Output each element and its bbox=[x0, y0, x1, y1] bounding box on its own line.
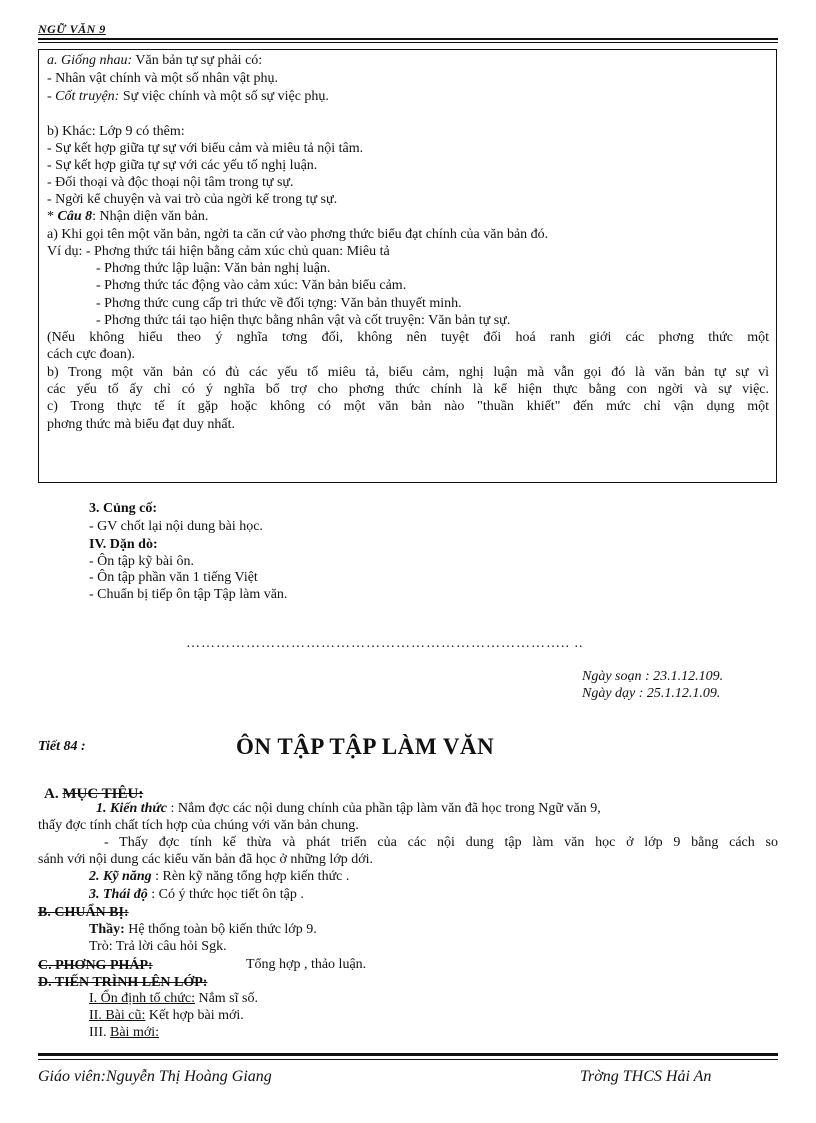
objectives-heading: A. MỤC TIÊU: bbox=[44, 786, 144, 802]
box-line: - Phơng thức tác động vào cảm xúc: Văn bản biểu cảm. bbox=[96, 278, 407, 293]
objective-knowledge-line: - Thấy đợc tính kế thừa và phát triển của các nội dung tập làm văn học ở lớp 9 bằng cách so bbox=[104, 835, 778, 850]
box-line: - Sự kết hợp giữa tự sự với biểu cảm và miêu tả nội tâm. bbox=[47, 141, 364, 156]
box-line: - Sự kết hợp giữa tự sự với các yếu tố nghị luận. bbox=[47, 158, 318, 173]
consolidate-item: - GV chốt lại nội dung bài học. bbox=[89, 519, 263, 534]
process-step-2: II. Bài cũ: Kết hợp bài mới. bbox=[89, 1008, 244, 1023]
review-content-box bbox=[38, 49, 777, 483]
prep-date: Ngày soạn : 23.1.12.109. bbox=[582, 669, 724, 684]
homework-heading: IV. Dặn dò: bbox=[89, 537, 158, 552]
similarity-label: a. Giống nhau: bbox=[47, 53, 133, 68]
prep-heading: B. CHUẨN BỊ: bbox=[38, 905, 129, 920]
box-line: - Phơng thức lập luận: Văn bản nghị luận. bbox=[96, 261, 331, 276]
objective-attitude: 3. Thái độ : Có ý thức học tiết ôn tập . bbox=[89, 887, 304, 902]
page-header-title: NGỮ VĂN 9 bbox=[38, 22, 106, 36]
process-step-1: I. Ổn định tổ chức: Nắm sĩ số. bbox=[89, 991, 258, 1006]
section-separator: ………………………………………………………………….. .. bbox=[186, 636, 584, 651]
objective-skill: 2. Kỹ năng : Rèn kỹ năng tổng hợp kiến thức . bbox=[89, 869, 350, 884]
box-line-plot: - Cốt truyện: Sự việc chính và một số sự việc phụ. bbox=[47, 89, 329, 104]
box-line: a) Khi gọi tên một văn bản, ngời ta căn cứ vào phơng thức biểu đạt chính của văn bản đó. bbox=[47, 227, 549, 242]
lesson-title: ÔN TẬP TẬP LÀM VĂN bbox=[236, 734, 495, 759]
box-line: b) Trong một văn bản có đủ các yếu tố miêu tả, biểu cảm, nghị luận mà vẫn gọi đó là văn bản tự sự vì bbox=[47, 365, 769, 380]
box-line: cách cực đoan). bbox=[47, 347, 136, 362]
header-rule-thick bbox=[38, 38, 778, 40]
box-line-difference: b) Khác: Lớp 9 có thêm: bbox=[47, 124, 185, 139]
process-heading: D. TIẾN TRÌNH LÊN LỚP: bbox=[38, 975, 208, 990]
box-line-example: Ví dụ: - Phơng thức tái hiện bằng cảm xúc chủ quan: Miêu tả bbox=[47, 244, 390, 259]
prep-teacher: Thầy: Hệ thống toàn bộ kiến thức lớp 9. bbox=[89, 922, 317, 937]
box-line: - Ngời kể chuyện và vai trò của ngời kể trong tự sự. bbox=[47, 192, 338, 207]
footer-rule-thin bbox=[38, 1059, 778, 1060]
box-line: phơng thức mà biểu đạt duy nhất. bbox=[47, 417, 236, 432]
consolidate-heading: 3. Củng cố: bbox=[89, 501, 158, 516]
footer-rule-thick bbox=[38, 1053, 778, 1056]
box-line: - Phơng thức tái tạo hiện thực bằng nhân vật và cốt truyện: Văn bản tự sự. bbox=[96, 313, 511, 328]
teach-date: Ngày dạy : 25.1.12.1.09. bbox=[582, 686, 721, 701]
box-line: - Phơng thức cung cấp tri thức về đối tợng: Văn bản thuyết minh. bbox=[96, 296, 462, 311]
box-line: c) Trong thực tế ít gặp hoặc không có một văn bản nào "thuần khiết" đến mức chỉ vận dụng một bbox=[47, 399, 769, 414]
objective-knowledge-line: thấy đợc tính chất tích hợp của chúng với văn bản chung. bbox=[38, 818, 359, 833]
homework-item: - Ôn tập kỹ bài ôn. bbox=[89, 554, 194, 569]
homework-item: - Ôn tập phần văn 1 tiếng Việt bbox=[89, 570, 258, 585]
process-step-3: III. Bài mới: bbox=[89, 1025, 160, 1040]
prep-student: Trò: Trả lời câu hỏi Sgk. bbox=[89, 939, 227, 954]
method-heading: C. PHƠNG PHÁP: bbox=[38, 958, 153, 973]
method-text: Tổng hợp , thảo luận. bbox=[246, 957, 367, 972]
header-rule-thin bbox=[38, 42, 778, 43]
objective-knowledge: 1. Kiến thức : Nắm đợc các nội dung chính của phần tập làm văn đã học trong Ngữ văn 9, bbox=[96, 801, 601, 816]
footer-school: Trờng THCS Hải An bbox=[580, 1068, 712, 1085]
box-line: - Đối thoại và độc thoại nội tâm trong tự sự. bbox=[47, 175, 294, 190]
box-line: (Nếu không hiểu theo ý nghĩa tơng đối, không nên tuyệt đối hoá ranh giới các phơng thức một bbox=[47, 330, 769, 345]
box-line: các yếu tố ấy chỉ có ý nghĩa bổ trợ cho phơng thức chính là kể hiện thực bằng con ngời và sự việc. bbox=[47, 382, 769, 397]
box-line: - Nhân vật chính và một số nhân vật phụ. bbox=[47, 71, 278, 86]
homework-item: - Chuẩn bị tiếp ôn tập Tập làm văn. bbox=[89, 587, 288, 602]
objective-knowledge-line: sánh với nội dung các kiểu văn bản đã học ở những lớp dới. bbox=[38, 852, 374, 867]
box-line-question-8: * Câu 8: Nhận diện văn bản. bbox=[47, 209, 209, 224]
footer-teacher: Giáo viên:Nguyễn Thị Hoàng Giang bbox=[38, 1068, 272, 1085]
lesson-number: Tiết 84 : bbox=[38, 739, 86, 754]
box-line-similarity: a. Giống nhau: Văn bản tự sự phải có: bbox=[47, 53, 263, 68]
